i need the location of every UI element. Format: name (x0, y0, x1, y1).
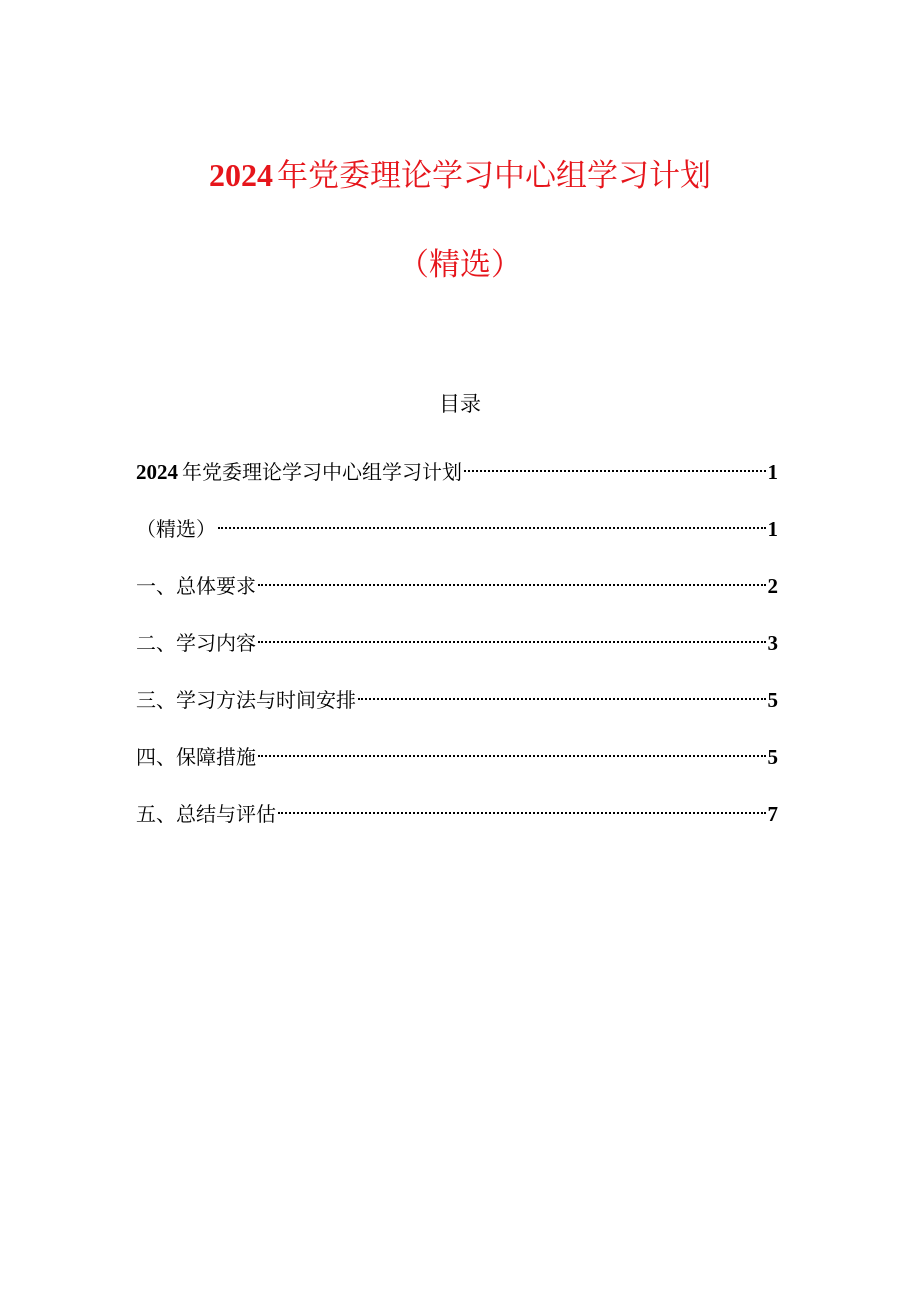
toc-dot-leader (258, 734, 766, 764)
toc-page-number: 3 (767, 631, 778, 655)
document-title-text: 年党委理论学习中心组学习计划 (277, 158, 711, 194)
document-subtitle: （精选） (398, 247, 522, 283)
toc-entry-subtitle[interactable] (136, 506, 778, 544)
toc-entry-safeguards[interactable] (136, 734, 778, 772)
toc-page-number: 7 (767, 802, 778, 826)
toc-entry-general-requirements[interactable] (136, 563, 778, 601)
toc-entry-study-content[interactable] (136, 620, 778, 658)
toc-entry-label: （精选） (136, 517, 216, 541)
toc-page-number: 1 (767, 460, 778, 484)
toc-page-number: 5 (767, 745, 778, 769)
toc-entry-summary-evaluation[interactable] (136, 791, 778, 829)
document-title-year: 2024 (209, 157, 273, 193)
toc-entry-year: 2024 (136, 460, 178, 484)
toc-dot-leader (358, 677, 766, 707)
toc-entry-label: 二、学习内容 (136, 631, 256, 655)
toc-page-number: 1 (767, 517, 778, 541)
toc-heading: 目录 (439, 392, 481, 416)
toc-dot-leader (258, 563, 766, 593)
toc-entry-label: 年党委理论学习中心组学习计划 (182, 460, 462, 484)
toc-page-number: 5 (767, 688, 778, 712)
toc-dot-leader (464, 449, 766, 479)
toc-entry-methods-schedule[interactable] (136, 677, 778, 715)
toc-entry-label: 四、保障措施 (136, 745, 256, 769)
toc-dot-leader (218, 506, 766, 536)
toc-page-number: 2 (767, 574, 778, 598)
toc-entry-title[interactable] (136, 449, 778, 487)
toc-dot-leader (258, 620, 766, 650)
toc-entry-text (136, 457, 462, 487)
toc-entry-label: 五、总结与评估 (136, 802, 276, 826)
toc-entry-label: 三、学习方法与时间安排 (136, 688, 356, 712)
toc-dot-leader (278, 791, 766, 821)
toc-entry-label: 一、总体要求 (136, 574, 256, 598)
